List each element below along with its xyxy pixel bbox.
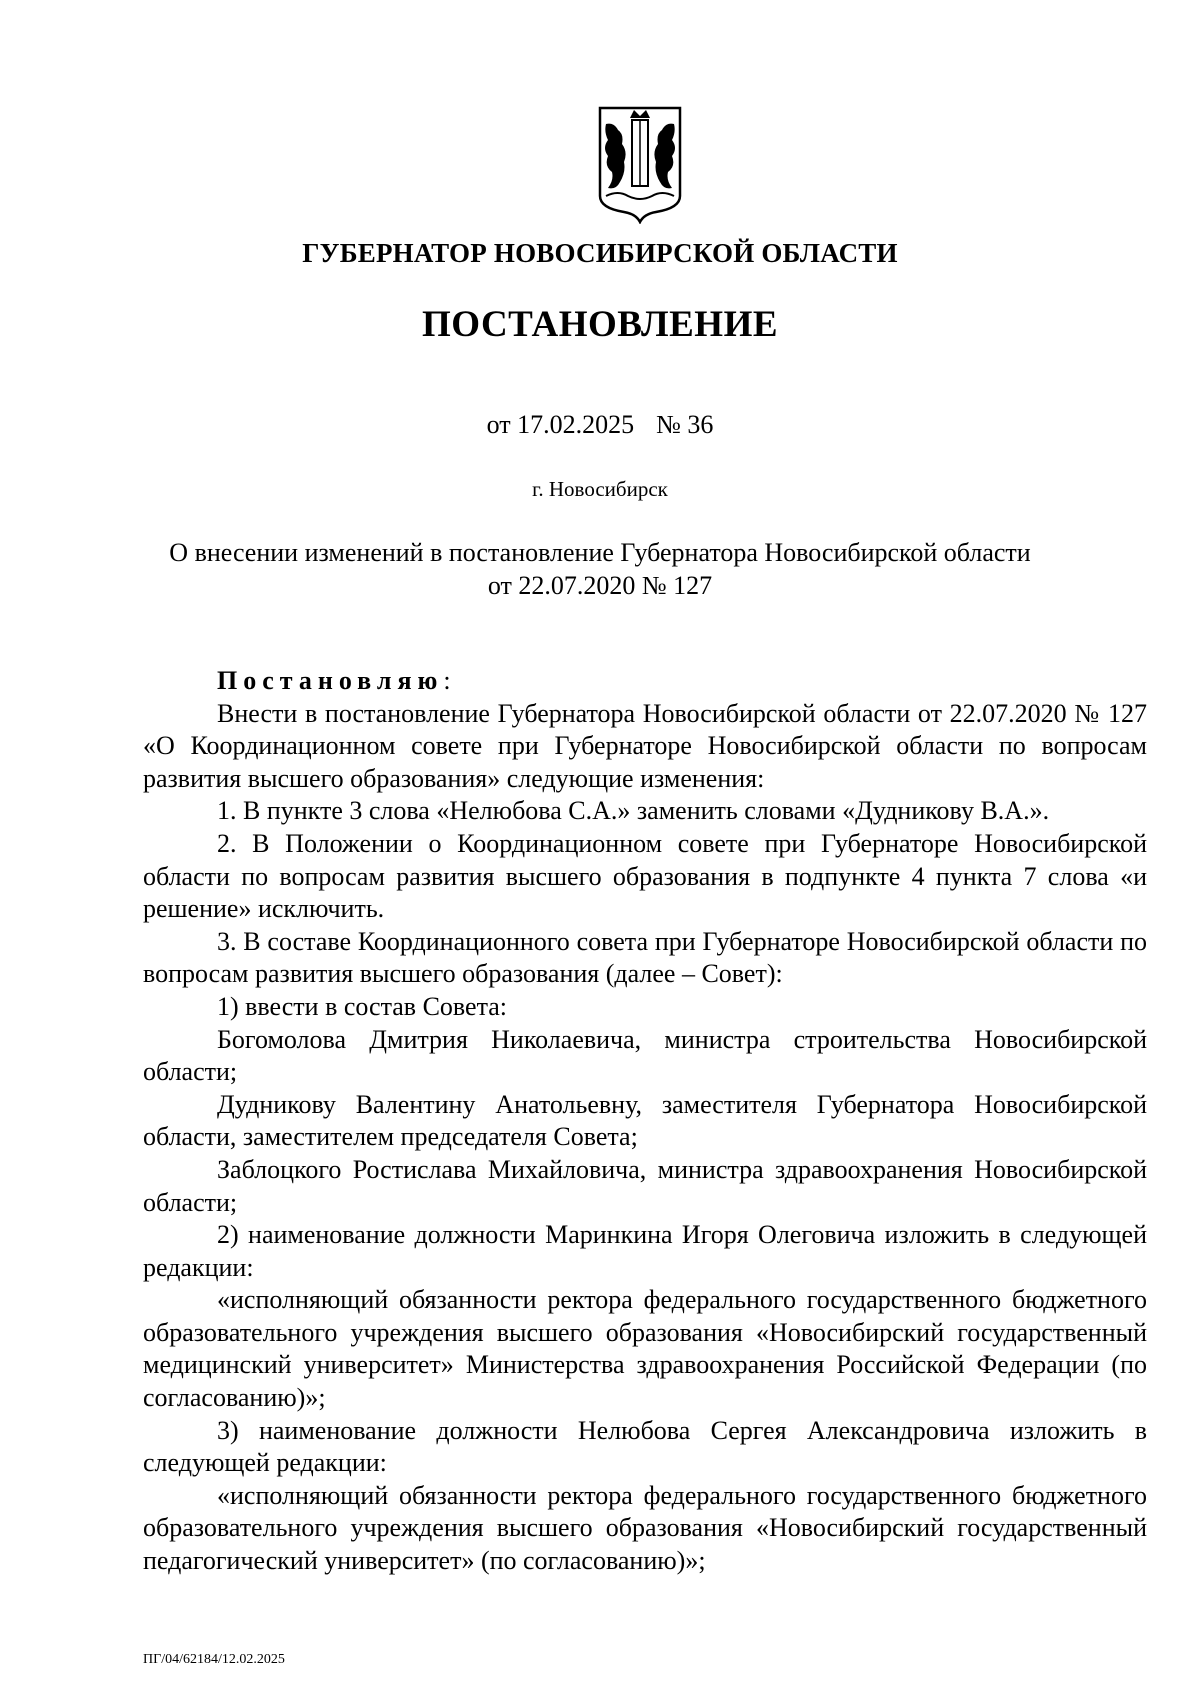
subject-line-2: от 22.07.2020 № 127	[487, 571, 713, 600]
subject-line-1: О внесении изменений в постановление Губернатора Новосибирской области	[169, 538, 1031, 567]
body-paragraph: 3. В составе Координационного совета при Губернаторе Новосибирской области по вопросам развития высшего образования (далее – Совет):	[143, 926, 1147, 989]
coat-of-arms-emblem	[596, 104, 684, 224]
body-paragraph: 2) наименование должности Маринкина Игоря Олеговича изложить в следующей редакции:	[143, 1220, 1147, 1282]
body-paragraph: Внести в постановление Губернатора Новосибирской области от 22.07.2020 № 127 «О Координационном совете при Губернаторе Новосибирской области по вопросам развития высшего образования» следующие изменения:	[143, 698, 1147, 793]
document-type-title: ПОСТАНОВЛЕНИЕ	[421, 304, 779, 345]
body-paragraph: 1) ввести в состав Совета:	[217, 991, 508, 1021]
document-city: г. Новосибирск	[532, 477, 668, 501]
document-date: от 17.02.2025	[486, 410, 635, 439]
body-paragraph: Дудникову Валентину Анатольевну, заместителя Губернатора Новосибирской области, заместителем председателя Совета;	[143, 1089, 1147, 1152]
decree-heading	[143, 665, 1147, 698]
body-paragraph: Заблоцкого Ростислава Михайловича, министра здравоохранения Новосибирской области;	[143, 1154, 1147, 1217]
body-paragraph: 1. В пункте 3 слова «Нелюбова С.А.» заменить словами «Дудникову В.А.».	[217, 796, 1050, 826]
document-registration-code: ПГ/04/62184/12.02.2025	[143, 1652, 285, 1667]
issuing-authority: ГУБЕРНАТОР НОВОСИБИРСКОЙ ОБЛАСТИ	[302, 238, 898, 268]
body-paragraph: Богомолова Дмитрия Николаевича, министра строительства Новосибирской области;	[143, 1024, 1147, 1087]
body-paragraph: «исполняющий обязанности ректора федерального государственного бюджетного образовательного учреждения высшего образования «Новосибирский государственный педагогический университет» (по согласованию)»;	[143, 1480, 1147, 1576]
decree-colon: :	[443, 666, 451, 695]
body-paragraph: «исполняющий обязанности ректора федерального государственного бюджетного образовательного учреждения высшего образования «Новосибирский государственный медицинский университет» Министерства здравоохранения Российской Федерации (по согласованию)»;	[143, 1285, 1147, 1413]
body-paragraph: 3) наименование должности Нелюбова Сергея Александровича изложить в следующей редакции:	[143, 1415, 1147, 1478]
decree-word: Постановляю	[217, 666, 444, 695]
document-date-line	[0, 410, 1200, 440]
document-subject	[0, 536, 1200, 602]
document-body	[143, 665, 1147, 1578]
coat-of-arms-icon	[596, 104, 684, 224]
body-paragraph: 2. В Положении о Координационном совете при Губернаторе Новосибирской области по вопросам развития высшего образования в подпункте 4 пункта 7 слова «и решение» исключить.	[143, 828, 1147, 924]
document-number: № 36	[656, 410, 714, 439]
